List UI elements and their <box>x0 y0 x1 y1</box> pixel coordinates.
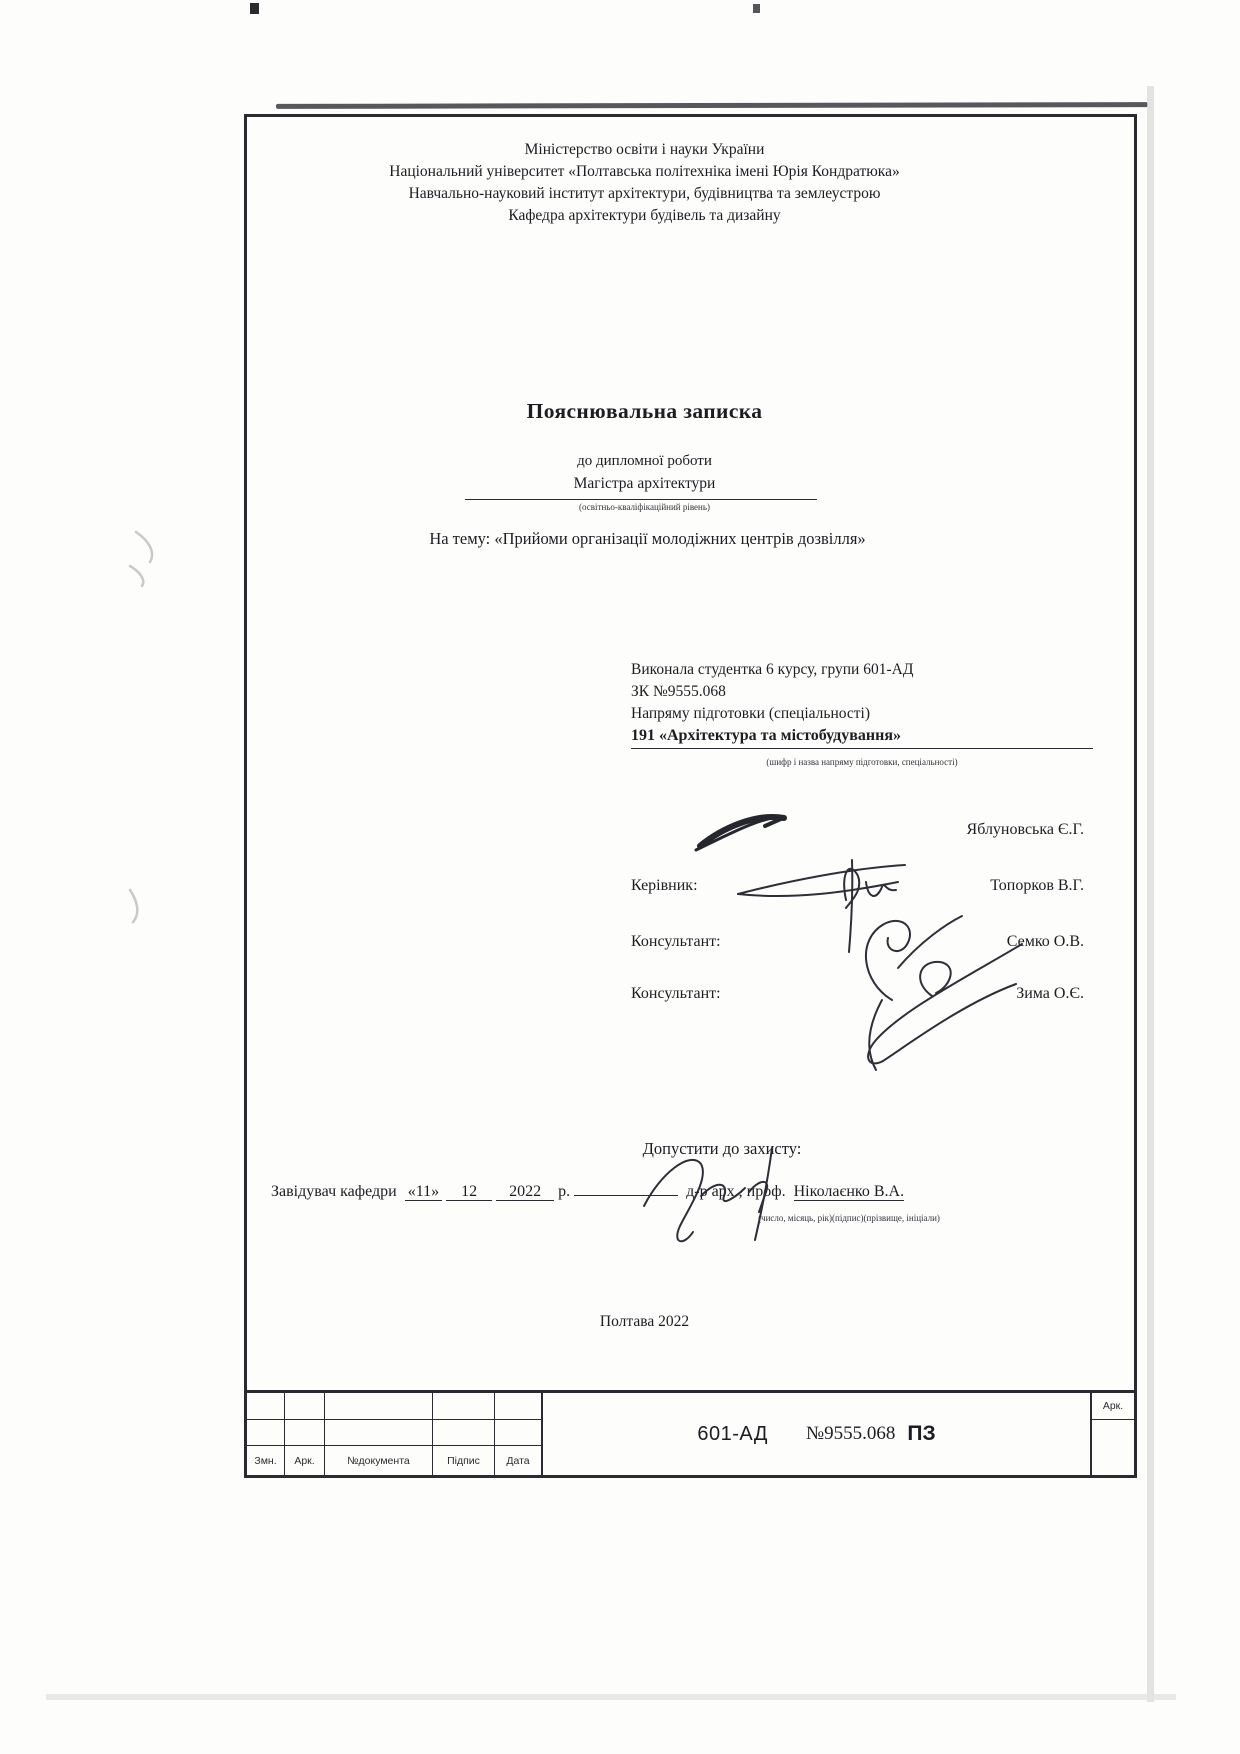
institution-header <box>247 139 1042 227</box>
stamp-sheet-cell <box>1090 1393 1134 1475</box>
page-edge-shadow <box>46 1694 1176 1700</box>
admission-year-suffix: р. <box>558 1183 571 1200</box>
approver-title: д-р арх., проф. <box>686 1183 786 1200</box>
signatory-name: Топорков В.Г. <box>990 877 1084 894</box>
ministry-line: Міністерство освіти і науки України <box>524 141 765 158</box>
stamp-col-zmn: Змн. <box>247 1445 285 1475</box>
page-edge-shadow <box>1147 86 1154 1702</box>
topic-line: На тему: «Прийоми організації молодіжних центрів дозвілля» <box>429 529 866 548</box>
institute-line: Навчально-науковий інститут архітектури, будівництва та землеустрою <box>408 185 881 202</box>
signature-underline <box>574 1195 678 1196</box>
degree-caption: (освітньо-кваліфікаційний рівень) <box>579 502 710 512</box>
sheet-label: Арк. <box>1092 1393 1134 1420</box>
title-block-stamp <box>247 1390 1134 1475</box>
signatory-role: Консультант: <box>631 933 721 950</box>
admission-heading: Допустити до захисту: <box>642 1139 802 1158</box>
specialty-caption: (шифр і назва напряму підготовки, спеціальності) <box>766 757 958 767</box>
signatory-row <box>631 821 1084 839</box>
stamp-col-date: Дата <box>495 1445 541 1475</box>
signatory-name: Зима О.Є. <box>1016 985 1084 1002</box>
pencil-scan-marks <box>130 532 152 922</box>
stamp-revision-table <box>247 1393 543 1475</box>
doc-code-suffix: ПЗ <box>907 1422 936 1445</box>
signatory-name: Семко О.В. <box>1006 933 1084 950</box>
page-frame <box>244 114 1137 1478</box>
work-type-line: до дипломної роботи <box>577 453 712 469</box>
stamp-col-ark: Арк. <box>285 1445 325 1475</box>
department-line: Кафедра архітектури будівель та дизайну <box>508 207 781 224</box>
admission-prefix: Завідувач кафедри <box>271 1183 397 1200</box>
approver-name: Ніколаєнко В.А. <box>793 1183 905 1200</box>
student-line-1: Виконала студентка 6 курсу, групи 601-АД <box>631 661 914 678</box>
admission-month: 12 <box>446 1183 492 1201</box>
city-year-line: Полтава 2022 <box>599 1313 690 1330</box>
stamp-col-signature: Підпис <box>433 1445 495 1475</box>
stamp-col-docnum: №документа <box>325 1445 433 1475</box>
doc-number: №9555.068 <box>805 1423 896 1444</box>
admission-line <box>271 1183 1088 1201</box>
signatory-name: Яблуновська Є.Г. <box>966 821 1084 838</box>
specialty-line: 191 «Архітектура та містобудування» <box>631 725 1093 749</box>
university-line: Національний університет «Полтавська політехніка імені Юрія Кондратюка» <box>389 163 900 180</box>
admission-day: «11» <box>405 1183 442 1201</box>
signatory-role: Керівник: <box>631 877 698 894</box>
signatory-row <box>631 877 1084 895</box>
signatory-row <box>631 933 1084 951</box>
stamp-document-code <box>543 1393 1090 1475</box>
admission-year: 2022 <box>496 1183 554 1201</box>
scan-artifact <box>753 4 760 13</box>
doc-group-code: 601-АД <box>697 1422 768 1445</box>
signatory-role: Консультант: <box>631 985 721 1002</box>
signatory-row <box>631 985 1084 1003</box>
admission-caption: (число, місяць, рік)(підпис)(прізвище, ініціали) <box>758 1213 940 1223</box>
student-line-2: ЗК №9555.068 <box>631 683 726 700</box>
degree-underline <box>465 499 817 500</box>
document-title: Пояснювальна записка <box>526 399 763 423</box>
scan-artifact <box>250 3 259 14</box>
degree-line: Магістра архітектури <box>573 475 716 492</box>
scan-top-border-artifact <box>276 102 1148 109</box>
student-block <box>631 659 1101 773</box>
student-line-3: Напряму підготовки (спеціальності) <box>631 705 871 722</box>
